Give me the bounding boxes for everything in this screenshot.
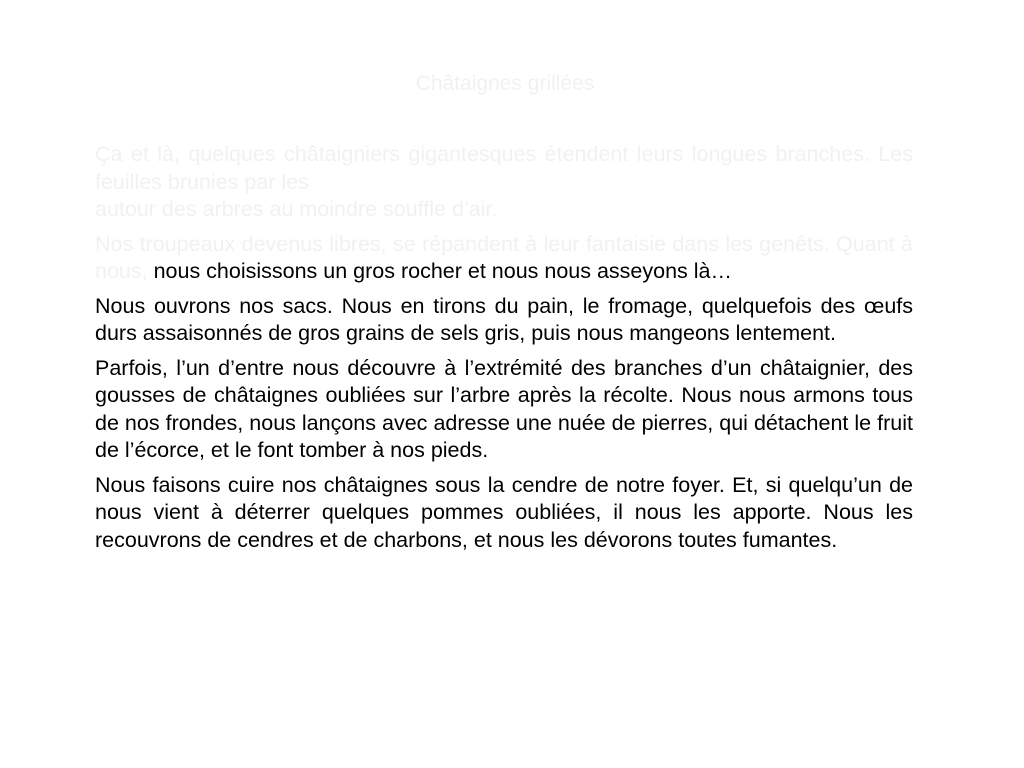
- visible-text-5: Nous faisons cuire nos châtaignes sous la cendre de notre foyer. Et, si quelqu’un de nous vient à déterrer quelques pommes oubliées, il nous les apporte. Nous les recouvrons de cendres et de charbons, et nous les dévorons toutes fumantes.: [95, 472, 913, 552]
- visible-text-4: Parfois, l’un d’entre nous découvre à l’extrémité des branches d’un châtaignier, des gousses de châtaignes oubliées sur l’arbre après la récolte. Nous nous armons tous de nos frondes, nous lançons avec adresse une nuée de pierres, qui détachent le fruit de l’écorce, et le font tomber à nos pieds.: [95, 355, 913, 462]
- visible-text-2: nous choisissons un gros rocher et nous nous asseyons là…: [153, 259, 733, 283]
- paragraph-2: [95, 231, 913, 286]
- paragraph-4: [95, 355, 913, 465]
- visible-text-3: Nous ouvrons nos sacs. Nous en tirons du pain, le fromage, quelquefois des œufs durs assaisonnés de gros grains de sels gris, puis nous mangeons lentement.: [95, 293, 913, 345]
- paragraph-3: [95, 293, 913, 348]
- paragraph-1: [95, 141, 913, 224]
- faded-text-1b: autour des arbres au moindre souffle d’air.: [95, 197, 498, 221]
- slide-body: [95, 141, 913, 561]
- faded-text-2: Nos troupeaux devenus libres, se répandent à leur fantaisie dans les genêts. Quant à nous,: [95, 231, 913, 283]
- faded-text-1a: Ça et là, quelques châtaigniers gigantesques étendent leurs longues branches. Les feuilles brunies par les: [95, 142, 913, 194]
- paragraph-5: [95, 472, 913, 555]
- slide-title: Châtaignes grillées: [415, 72, 595, 95]
